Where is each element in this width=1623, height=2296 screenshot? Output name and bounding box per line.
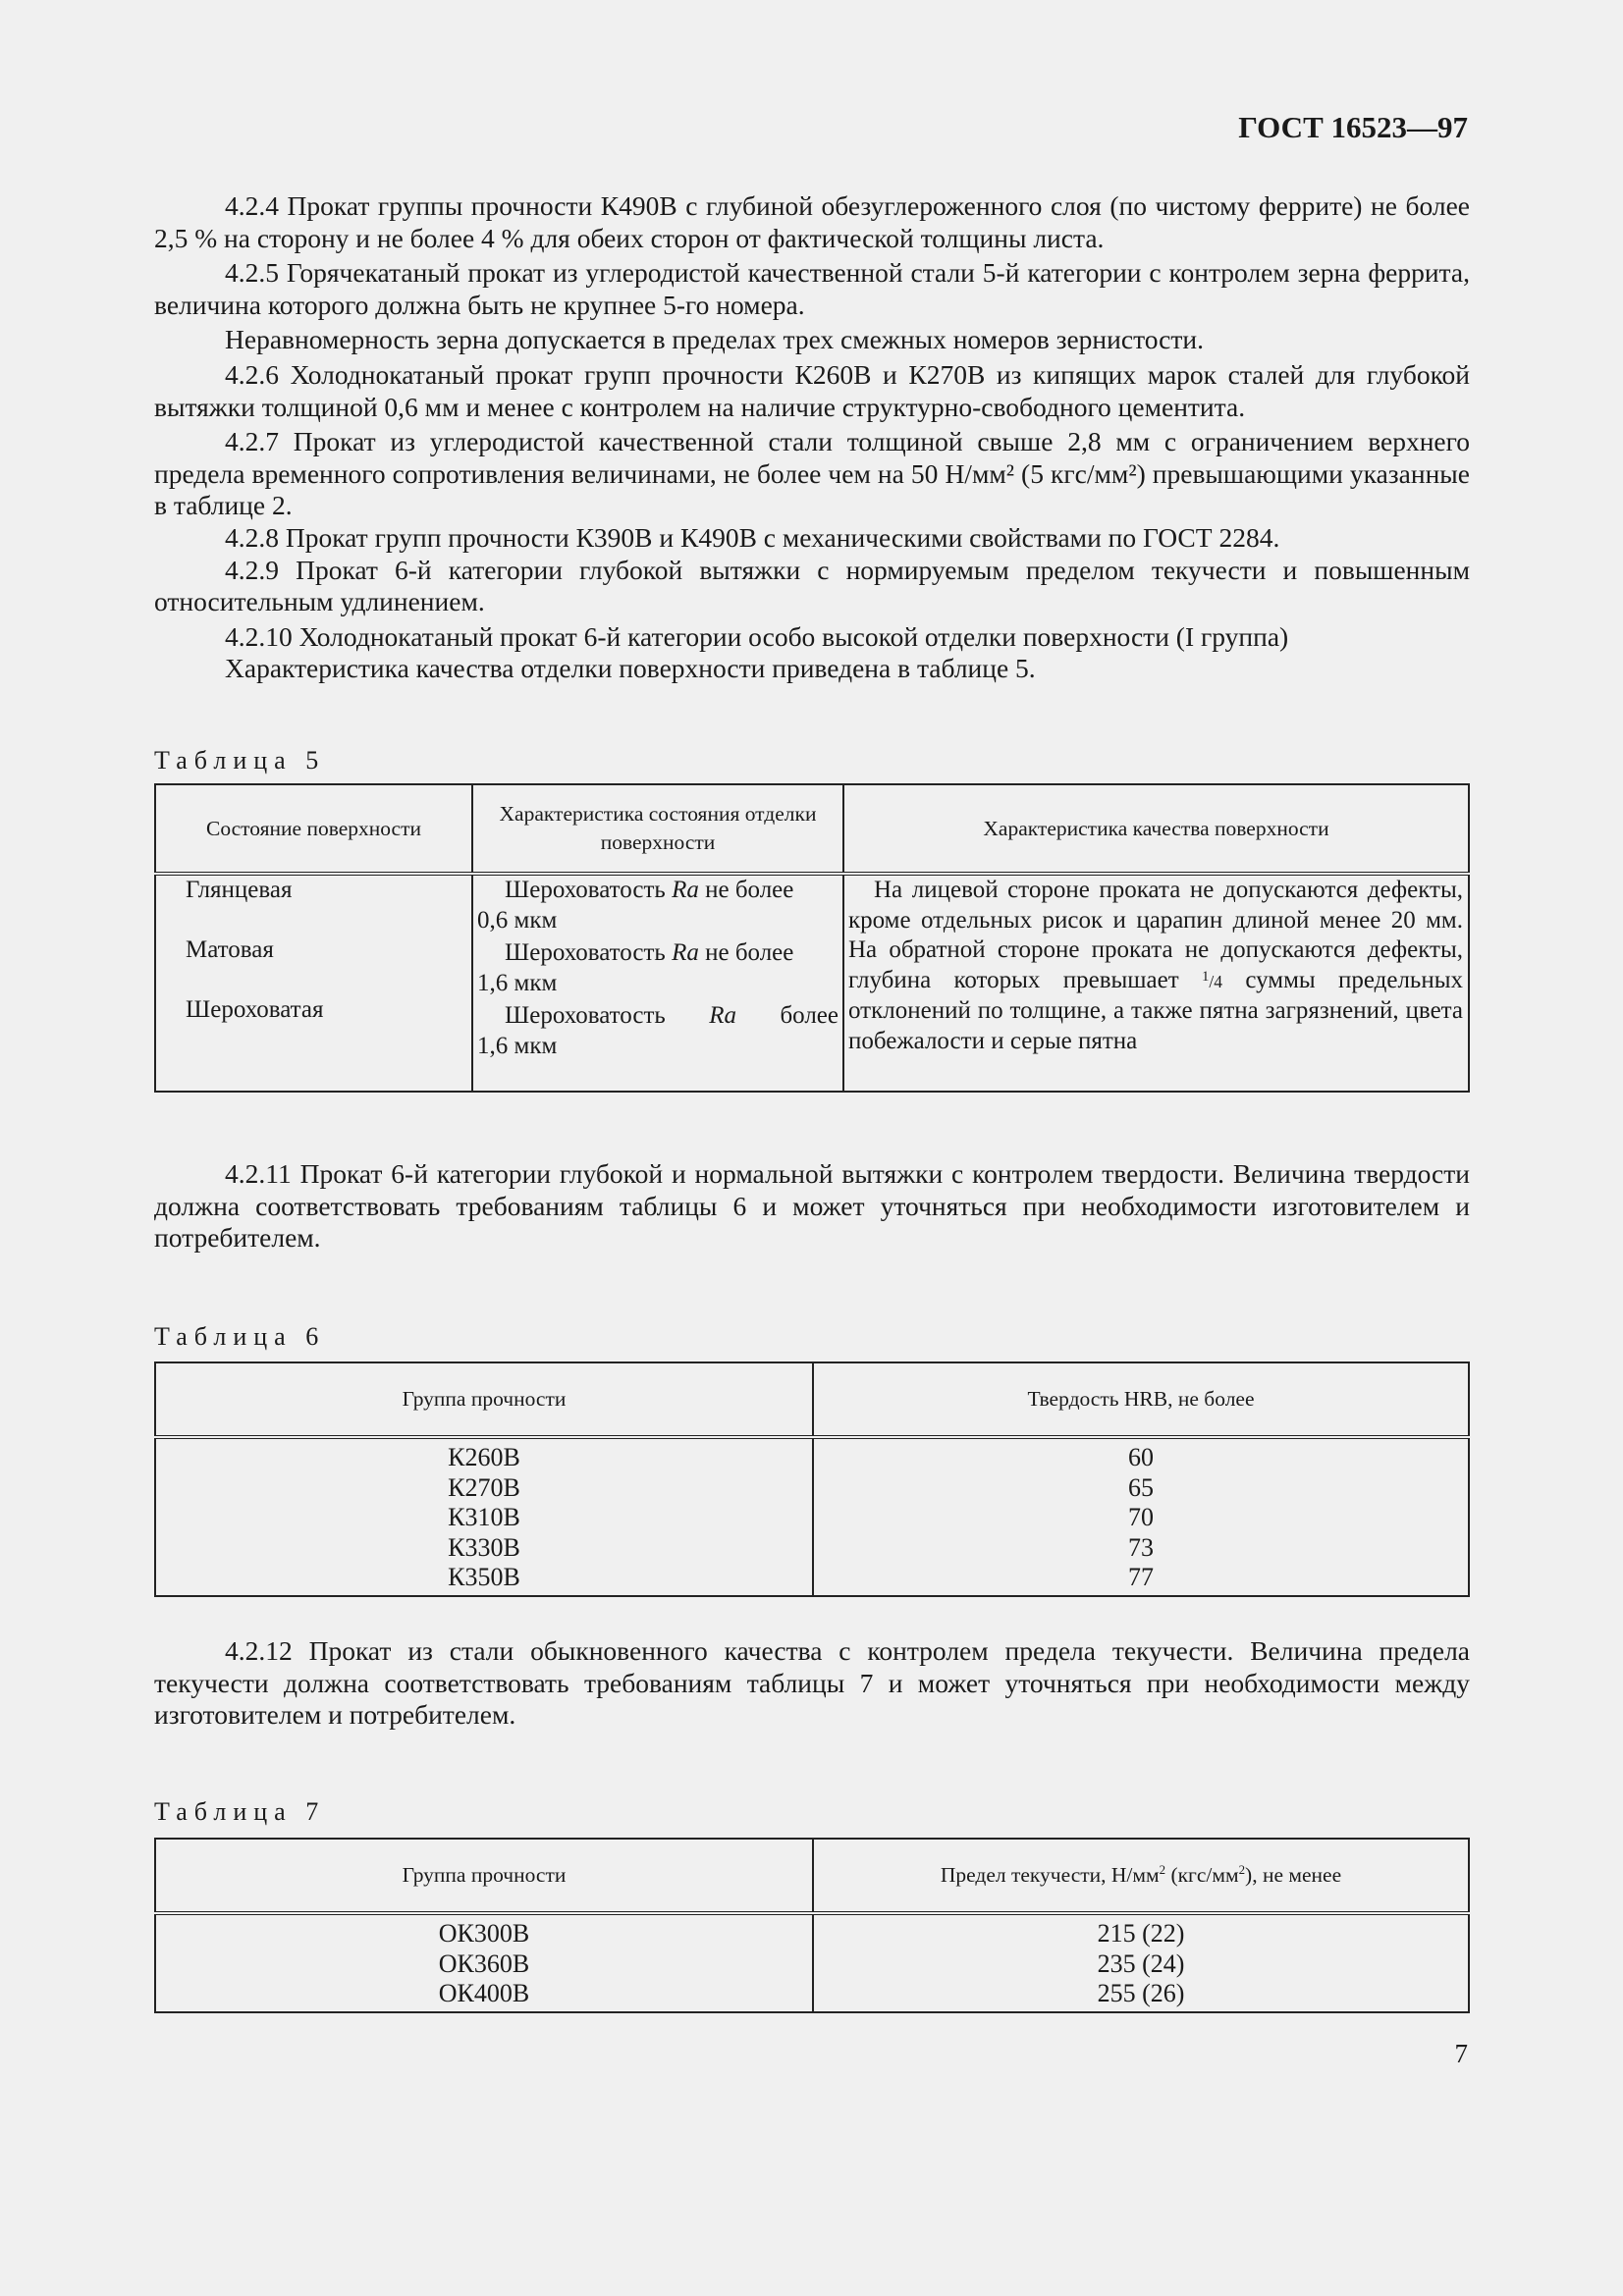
roughness-suffix: не более <box>705 877 794 903</box>
roughness-symbol: Ra <box>672 939 699 966</box>
paragraph-4-2-9: 4.2.9 Прокат 6-й категории глубокой вытяжки с нормируемым пределом текучести и повышенным относительным удлинением. <box>154 554 1470 617</box>
paragraph-4-2-7: 4.2.7 Прокат из углеродистой качественной стали толщиной свыше 2,8 мм с ограничением верхнего предела временного сопротивления величинами, не более чем на 50 Н/мм² (5 кгс/мм²) превышающими указанные в таблице 2. <box>154 426 1470 521</box>
table5-quality-cell <box>843 874 1469 1092</box>
paragraph-4-2-11: 4.2.11 Прокат 6-й категории глубокой и нормальной вытяжки с контролем твердости. Величина твердости должна соответствовать требованиям таблицы 6 и может уточняться при необходимости изготовителем и потребителем. <box>154 1158 1470 1254</box>
quality-description <box>848 876 1463 1056</box>
roughness-item <box>474 938 841 998</box>
paragraph-4-2-5: 4.2.5 Горячекатаный прокат из углеродистой качественной стали 5-й категории с контролем зерна феррита, величина которого должна быть не крупнее 5-го номера. <box>154 257 1470 320</box>
table6-values-cell <box>813 1437 1469 1596</box>
table7 <box>154 1838 1470 2013</box>
table7-values-cell <box>813 1913 1469 2012</box>
paragraph-4-2-11-block <box>154 1158 1470 1255</box>
table-row: 77 <box>1128 1563 1154 1591</box>
roughness-symbol: Ra <box>672 877 699 903</box>
paragraph-4-2-12: 4.2.12 Прокат из стали обыкновенного качества с контролем предела текучести. Величина предела текучести должна соответствовать требованиям таблицы 7 и может уточняться при необходимости между изготовителем и потребителем. <box>154 1635 1470 1731</box>
document-id-header: ГОСТ 16523—97 <box>1238 110 1468 144</box>
quality-text-part1: На лицевой стороне проката не допускаются дефекты, кроме отдельных рисок и царапин длиной менее 20 мм. На обратной стороне проката не допускаются дефекты, глубина которых превышает <box>848 877 1463 993</box>
state-matte: Матовая <box>186 936 274 963</box>
paragraph-4-2-4: 4.2.4 Прокат группы прочности К490В с глубиной обезуглероженного слоя (по чистому феррите) не более 2,5 % на сторону и не более 4 % для обеих сторон от фактической толщины листа. <box>154 190 1470 253</box>
table5-header-quality: Характеристика качества поверхности <box>843 784 1469 874</box>
table-row: 70 <box>1128 1503 1154 1531</box>
table-row: ОК400В <box>438 1979 530 2007</box>
table-row: К350В <box>448 1563 520 1591</box>
table-row: К310В <box>448 1503 520 1531</box>
table-row: К270В <box>448 1472 520 1502</box>
state-rough: Шероховатая <box>186 996 324 1023</box>
table7-header-yield: Предел текучести, $Н/мм^2$ $(кгс/мм^2)$, не менее <box>813 1839 1469 1913</box>
paragraph-4-2-6: 4.2.6 Холоднокатаный прокат групп прочности К260В и К270В из кипящих марок сталей для глубокой вытяжки толщиной 0,6 мм и менее с контролем на наличие структурно-свободного цементита. <box>154 358 1470 422</box>
table-row: 215 (22) <box>1097 1919 1185 1948</box>
table6-caption: Таблица 6 <box>154 1322 326 1351</box>
table6 <box>154 1362 1470 1597</box>
table-row: К330В <box>448 1532 520 1562</box>
table5-roughness-cell <box>472 874 843 1092</box>
paragraph-table5-ref: Характеристика качества отделки поверхности приведена в таблице 5. <box>225 653 1036 684</box>
table-row: 255 (26) <box>1097 1979 1185 2007</box>
table-row: ОК300В <box>438 1919 530 1948</box>
roughness-suffix: не более <box>705 939 794 966</box>
fraction-one-quarter: $^1$/4 <box>1201 968 1223 991</box>
table-row: 73 <box>1128 1532 1154 1562</box>
table5-caption: Таблица 5 <box>154 746 326 774</box>
table7-groups-cell <box>155 1913 813 2012</box>
table5-header-state: Состояние поверхности <box>155 784 472 874</box>
paragraph-4-2-10: 4.2.10 Холоднокатаный прокат 6-й категории особо высокой отделки поверхности (I группа) <box>225 620 1289 652</box>
table6-header-hardness: Твердость HRB, не более <box>813 1362 1469 1437</box>
roughness-suffix: более <box>780 1002 839 1029</box>
roughness-item <box>474 1001 841 1061</box>
roughness-prefix: Шероховатость <box>505 877 666 903</box>
intro-text-block <box>154 190 1470 685</box>
table6-header-group: Группа прочности <box>155 1362 813 1437</box>
table5-header-finish: Характеристика состояния отделки поверхности <box>472 784 843 874</box>
table7-header-group: Группа прочности <box>155 1839 813 1913</box>
table-row: ОК360В <box>438 1949 530 1978</box>
paragraph-grain-note: Неравномерность зерна допускается в пределах трех смежных номеров зернистости. <box>225 324 1204 355</box>
state-glossy: Глянцевая <box>186 877 293 903</box>
roughness-prefix: Шероховатость <box>505 939 666 966</box>
table-row: К260В <box>448 1443 520 1471</box>
roughness-item <box>474 876 841 935</box>
table-row: 235 (24) <box>1097 1949 1185 1978</box>
table6-groups-cell <box>155 1437 813 1596</box>
quality-text-part2: суммы предельных отклонений по толщине, а также пятна загрязнений, цвета побежалости и серые пятна <box>848 966 1464 1054</box>
table5 <box>154 783 1470 1093</box>
paragraph-4-2-12-block <box>154 1635 1470 1732</box>
table-row: 60 <box>1128 1443 1154 1471</box>
table5-states-cell <box>155 874 472 1092</box>
table-row: 65 <box>1128 1472 1154 1502</box>
table7-caption: Таблица 7 <box>154 1797 326 1826</box>
roughness-value: 1,6 мкм <box>477 1032 558 1059</box>
page-number: 7 <box>1454 2039 1468 2068</box>
paragraph-4-2-8: 4.2.8 Прокат групп прочности К390В и К490В с механическими свойствами по ГОСТ 2284. <box>225 521 1280 553</box>
roughness-prefix: Шероховатость <box>505 1002 666 1029</box>
roughness-value: 1,6 мкм <box>477 969 558 996</box>
roughness-value: 0,6 мкм <box>477 906 558 934</box>
roughness-symbol: Ra <box>709 1002 737 1029</box>
